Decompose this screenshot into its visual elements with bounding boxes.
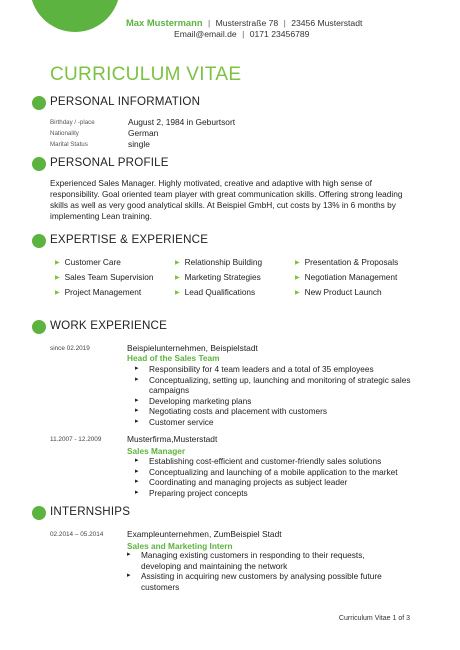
skill-item: ▶ Customer Care [55,257,121,267]
info-label: Marital Status [50,141,88,148]
section-heading: PERSONAL PROFILE [50,156,169,169]
skill-item: ▶ Negotiation Management [295,272,398,282]
job-company: Beispielunternehmen, Beispielstadt [127,343,258,353]
arrow-icon: ▶ [295,290,300,296]
section-heading: EXPERTISE & EXPERIENCE [50,233,209,246]
contact-header [126,17,363,39]
info-value: single [128,139,150,149]
section-dot-icon [32,320,46,334]
bullet-item: ▸ Developing marketing plans [135,396,425,407]
job-bullets [135,364,425,428]
job-bullets [135,456,425,498]
bullet-item: ▸ Establishing cost-efficient and customer-friendly sales solutions [135,456,425,467]
phone: 0171 23456789 [249,29,310,39]
info-label: Nationality [50,130,79,137]
arrow-icon: ▶ [55,275,60,281]
bullet-item: ▸ Responsibility for 4 team leaders and a total of 35 employees [135,364,425,375]
arrow-icon: ▶ [175,275,180,281]
skill-item: ▶ New Product Launch [295,287,382,297]
arrow-icon: ▶ [295,275,300,281]
info-label: Birthday / -place [50,119,95,126]
arrow-icon: ▶ [175,260,180,266]
job-bullets [127,550,397,592]
arrow-icon: ▶ [55,290,60,296]
bullet-item: ▸ Managing existing customers in responding to their requests, developing and maintaining the network [127,550,397,571]
separator: | [207,18,211,28]
bullet-item: ▸ Assisting in acquiring new customers by analysing possible future customers [127,571,397,592]
separator: | [283,18,286,28]
job-date: 02.2014 – 05.2014 [50,531,104,538]
section-heading: INTERNSHIPS [50,505,131,518]
profile-text: Experienced Sales Manager. Highly motivated, creative and adaptive with high sense of responsibility. Goal oriented team player with great communication skills. Offering strong leading skills as well as very good analytical skills. At Beispiel GmbH, cut costs by 13% in 6 months by implementing Lean training. [50,178,403,221]
info-value: German [128,128,159,138]
section-dot-icon [32,96,46,110]
info-value: August 2, 1984 in Geburtsort [128,117,236,127]
separator: | [242,29,245,39]
arrow-icon: ▶ [175,290,180,296]
job-role: Head of the Sales Team [127,353,220,363]
skill-item: ▶ Marketing Strategies [175,272,261,282]
page-footer: Curriculum Vitae 1 of 3 [338,615,410,622]
skill-item: ▶ Relationship Building [175,257,263,267]
skill-item: ▶ Lead Qualifications [175,287,256,297]
job-date: 11.2007 - 12.2009 [50,436,102,443]
bullet-item: ▸ Customer service [135,417,425,428]
arrow-icon: ▶ [55,260,60,266]
bullet-item: ▸ Coordinating and managing projects as subject leader [135,477,425,488]
skill-item: ▶ Project Management [55,287,142,297]
job-role: Sales Manager [127,446,186,456]
job-company: Exampleunternehmen, ZumBeispiel Stadt [127,529,282,539]
section-dot-icon [32,506,46,520]
bullet-item: ▸ Conceptualizing and launching of a mobile application to the market [135,467,425,478]
bullet-item: ▸ Conceptualizing, setting up, launching and monitoring of strategic sales campaigns [135,375,425,396]
city: 23456 Musterstadt [291,18,363,28]
section-heading: WORK EXPERIENCE [50,319,168,332]
skill-item: ▶ Presentation & Proposals [295,257,399,267]
email[interactable]: Email@email.de [174,29,237,39]
bullet-item: ▸ Preparing project concepts [135,488,425,499]
document-title: CURRICULUM VITAE [50,64,242,85]
address: Musterstraße 78 [215,18,279,28]
decorative-circle [30,0,120,32]
applicant-name: Max Mustermann [126,17,203,28]
job-role: Sales and Marketing Intern [127,541,233,551]
skill-item: ▶ Sales Team Supervision [55,272,154,282]
arrow-icon: ▶ [295,260,300,266]
job-date: since 02.2019 [50,345,90,352]
section-dot-icon [32,234,46,248]
job-company: Musterfirma,Musterstadt [127,434,218,444]
section-heading: PERSONAL INFORMATION [50,95,201,108]
section-dot-icon [32,157,46,171]
bullet-item: ▸ Negotiating costs and placement with customers [135,406,425,417]
